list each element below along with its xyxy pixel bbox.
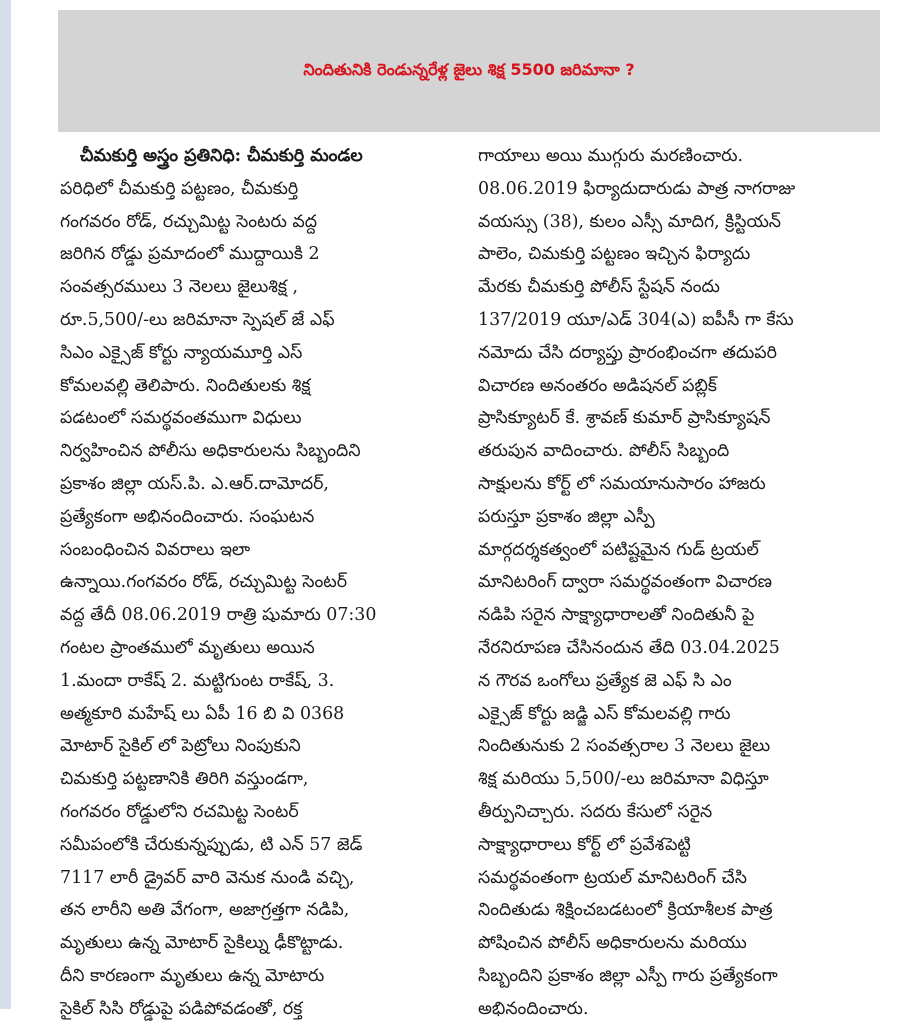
- article-line: రూ.5,500/-లు జరిమానా స్పెషల్ జే ఎఫ్: [60, 309, 335, 330]
- article-line: విచారణ అనంతరం అడిషనల్ పబ్లిక్: [478, 375, 717, 396]
- article-line: 08.06.2019 ఫిర్యాదుదారుడు పాత్ర నాగరాజు: [478, 178, 796, 199]
- article-line: కోమలవల్లి తెలిపారు. నిందితులకు శిక్ష: [60, 375, 311, 396]
- article-line: పరుస్తూ ప్రకాశం జిల్లా ఎస్పీ: [478, 506, 655, 527]
- article-line: నేరనిరూపణ చేసినందున తేది 03.04.2025: [478, 637, 780, 658]
- article-line: సంవత్సరములు 3 నెలలు జైలుశిక్ష ,: [60, 277, 298, 298]
- article-line: మార్గదర్శకత్వంలో పటిష్టమైన గుడ్ ట్రయల్: [478, 539, 759, 560]
- article-line: గాయాలు అయి ముగ్గురు మరణించారు.: [478, 146, 744, 166]
- article-line: 7117 లారీ డ్రైవర్ వారి వెనుక నుండి వచ్చి,: [60, 867, 355, 888]
- article-line: నడిపి సరైన సాక్ష్యాధారాలతో నిందితునీ పై: [478, 605, 755, 626]
- article-line: తరుపున వాదించారు. పోలీస్ సిబ్బంది: [478, 441, 730, 462]
- article-line: ప్రకాశం జిల్లా యస్.పి. ఎ.ఆర్.దామోదర్,: [60, 473, 329, 494]
- article-line: సమర్థవంతంగా ట్రయల్ మానిటరింగ్ చేసి: [478, 867, 747, 888]
- article-line: మృతులు ఉన్న మోటార్ సైకిల్ను ఢీకొట్టాడు.: [60, 933, 344, 954]
- article-line: సాక్షులను కోర్ట్ లో సమయానుసారం హాజరు: [478, 473, 766, 494]
- article-line: న గౌరవ ఒంగోలు ప్రత్యేక జె ఎఫ్ సి ఎం: [478, 670, 732, 691]
- headline: నిందితునికి రెండున్నరేళ్ల జైలు శిక్ష 5500 జరిమానా ?: [303, 59, 635, 79]
- article-line: తీర్పునిచ్చారు. సదరు కేసులో సరైన: [478, 801, 713, 822]
- article-line: మోటార్ సైకిల్ లో పెట్రోలు నింపుకుని: [60, 736, 301, 757]
- article-line: అత్మకూరి మహేష్ లు ఏపీ 16 బి వి 0368: [60, 703, 345, 724]
- article-line: చిమకుర్తి పట్టణానికి తిరిగి వస్తుండగా,: [60, 769, 309, 790]
- page-edge-strip: [0, 0, 11, 1009]
- article-line: పడటంలో సమర్థవంతముగా విధులు: [60, 408, 302, 429]
- article-line: సిఎం ఎక్సైజ్ కోర్టు న్యాయమూర్తి ఎస్: [60, 342, 303, 363]
- article-line: 137/2019 యూ/ఎడ్ 304(ఎ) ఐపీసీ గా కేసు: [478, 309, 794, 330]
- article-line: వద్ద తేదీ 08.06.2019 రాత్రి షుమారు 07:30: [60, 605, 377, 626]
- article-line: ఉన్నాయి.గంగవరం రోడ్, రచ్చుమిట్ట సెంటర్: [60, 572, 348, 593]
- article-line: జరిగిన రోడ్డు ప్రమాదంలో ముద్దాయికి 2: [60, 244, 320, 265]
- article-line: సంబంధించిన వివరాలు ఇలా: [60, 539, 251, 560]
- article-line: నిర్వహించిన పోలీసు అధికారులను సిబ్బందిని: [60, 441, 361, 462]
- article-line: గంటల ప్రాంతములో మృతులు అయిన: [60, 637, 315, 658]
- article-line: వయస్సు (38), కులం ఎస్సీ మాదిగ, క్రిస్టియన్: [478, 211, 782, 232]
- article-line: పాలెం, చిమకుర్తి పట్టణం ఇచ్చిన ఫిర్యాదు: [478, 244, 751, 265]
- article-line: మానిటరింగ్ ద్వారా సమర్థవంతంగా విచారణ: [478, 572, 772, 593]
- article-line: అభినందించారు.: [478, 998, 589, 1019]
- article-line: ప్రాసిక్యూటర్ కే. శ్రావణ్ కుమార్ ప్రాసిక్యూషన్: [478, 408, 771, 429]
- article-line: సాక్ష్యాధారాలు కోర్ట్ లో ప్రవేశపెట్టి: [478, 834, 691, 855]
- article-line: గంగవరం రోడ్, రచ్చుమిట్ట సెంటరు వద్ద: [60, 211, 318, 232]
- article-line: నిందితునుకు 2 సంవత్సరాల 3 నెలలు జైలు: [478, 736, 771, 757]
- article-line: శిక్ష మరియు 5,500/-లు జరిమానా విధిస్తూ: [478, 769, 769, 790]
- article-line: దీని కారణంగా మృతులు ఉన్న మోటారు: [60, 965, 325, 986]
- article-line: సైకిల్ సిసి రోడ్డుపై పడిపోవడంతో, రక్త: [60, 998, 303, 1019]
- article-column-right: [478, 140, 880, 1026]
- article-line: పరిధిలో చీమకుర్తి పట్టణం, చీమకుర్తి: [60, 178, 299, 199]
- article-line: మేరకు చీమకుర్తి పోలీస్ స్టేషన్ నందు: [478, 277, 720, 298]
- article-line: 1.మందా రాకేష్ 2. మట్టిగుంట రాకేష్, 3.: [60, 670, 335, 691]
- headline-banner: [58, 10, 880, 132]
- article-line: గంగవరం రోడ్డులోని రచమిట్ట సెంటర్: [60, 801, 299, 822]
- article-line: ఎక్సైజ్ కోర్టు జడ్జి ఎస్ కోమలవల్లి గారు: [478, 703, 731, 724]
- article-line: నిందితుడు శిక్షించబడటంలో క్రియాశీలక పాత్ర: [478, 900, 773, 921]
- article-column-left: [60, 140, 462, 1026]
- article-line: తన లారీని అతి వేగంగా, అజాగ్రత్తగా నడిపి,: [60, 900, 350, 921]
- article-line: సమీపంలోకి చేరుకున్నప్పుడు, టి ఎన్ 57 జెడ్: [60, 834, 363, 855]
- article-line: పోషించిన పోలీస్ అధికారులను మరియు: [478, 933, 747, 954]
- article-line: సిబ్బందిని ప్రకాశం జిల్లా ఎస్పీ గారు ప్రత్యేకంగా: [478, 965, 778, 986]
- article-line: ప్రత్యేకంగా అభినందించారు. సంఘటన: [60, 506, 315, 527]
- article-line: నమోదు చేసి దర్యాప్తు ప్రారంభించగా తదుపరి: [478, 342, 777, 363]
- article-line: చీమకుర్తి అస్త్రం ప్రతినిధి: చీమకుర్తి మండల: [80, 146, 363, 166]
